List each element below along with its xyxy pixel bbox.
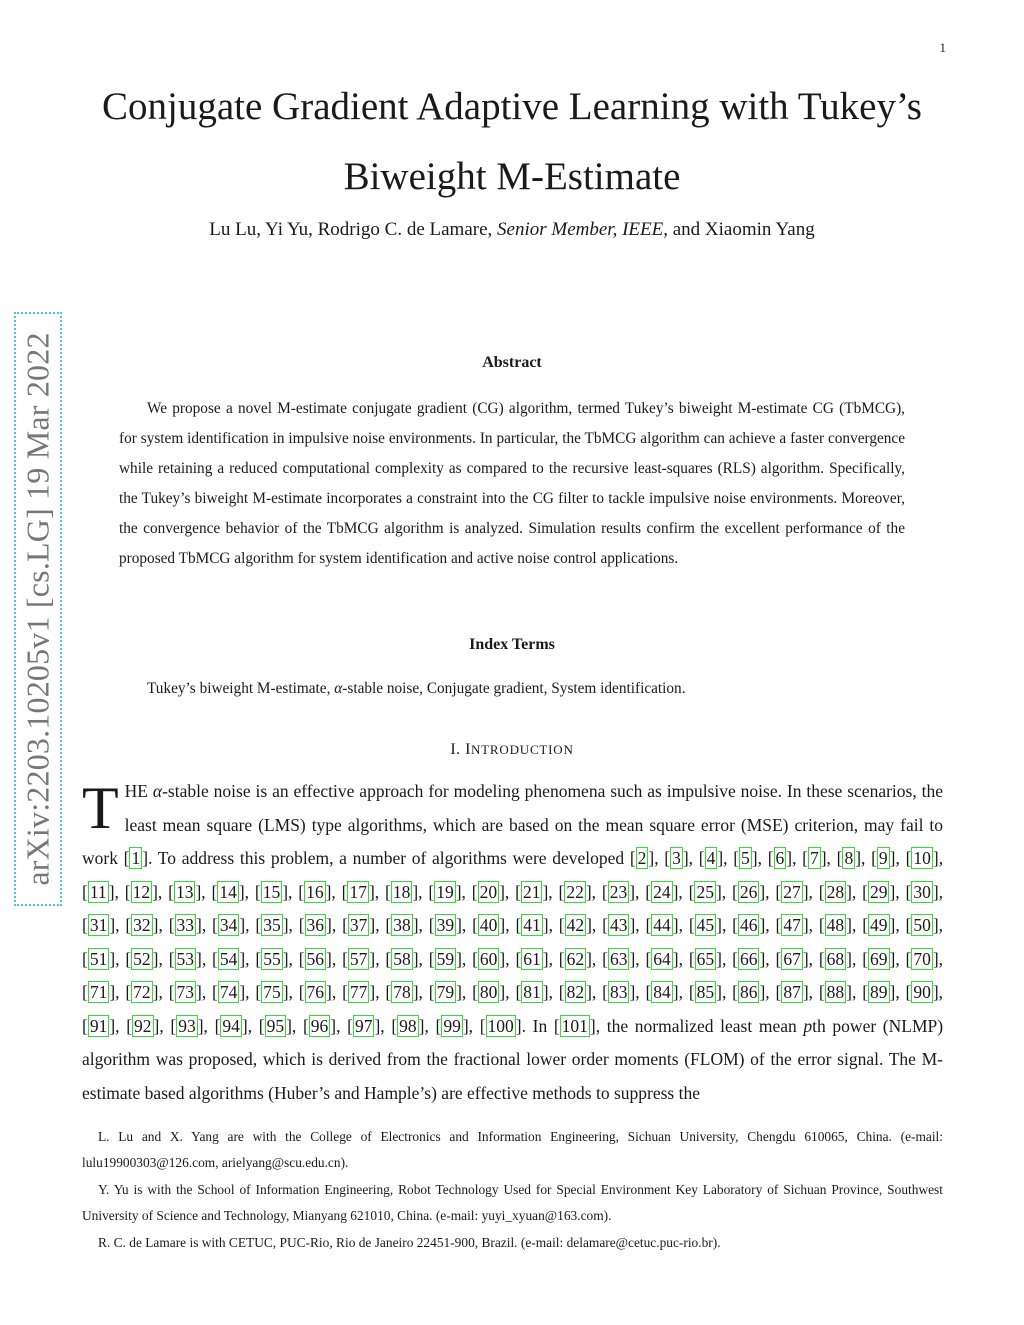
citation-link[interactable]: 61 — [523, 948, 541, 969]
citation-link[interactable]: 65 — [696, 948, 715, 969]
citation-link[interactable]: 9 — [878, 848, 888, 868]
citation-link[interactable]: 87 — [783, 982, 801, 1002]
citation-link[interactable]: 91 — [89, 1015, 108, 1036]
citation-link[interactable]: 21 — [522, 881, 541, 902]
author-role: Senior Member, IEEE, — [497, 219, 668, 240]
citation-link[interactable]: 29 — [869, 881, 888, 902]
citation-link[interactable]: 66 — [739, 948, 758, 969]
citation-link[interactable]: 39 — [436, 915, 455, 935]
section-rest: NTRODUCTION — [470, 742, 574, 757]
alpha-symbol: α — [334, 680, 343, 697]
footnote-1: L. Lu and X. Yang are with the College of Electronics and Information Engineering, Sichuan University, Chengdu 610065, China. (e-mail: lulu19900303@126.com, arielyang@scu.edu.cn). — [82, 1129, 943, 1170]
author-last: and Xiaomin Yang — [672, 219, 815, 240]
citation-link[interactable]: 57 — [349, 948, 368, 969]
p-symbol: p — [803, 1015, 813, 1036]
intro-paragraph: THE α-stable noise is an effective approach for modeling phenomena such as impulsive noise. In these scenarios, the least mean square (LMS) type algorithms, which are based on the mean square error (MSE) criterion, may fail to work [ 1 ]. To address this problem, a number of algorithms were developed [ 2 ], [ 3 ], [ 4 ], [ 5 ], [ 6 ], [ 7 ], [ 8 ], [ 9 ], [ 10 ], [ 11 ], [ 12 ], [ 13 ], [ 14 ], [ 15 ], [ 16 ], [ 17 ], [ 18 ], [ 19 ], [ 20 ], [ 21 ], [ 22 ], [ 23 ], [ 24 ], [ 25 ], [ 26 ], [ 27 ], [ 28 ], [ 29 ], [ 30 ], [ 31 ], [ 32 ], [ 33 ], [ 34 ], [ 35 ], [ 36 ], [ 37 ], [ 38 ], [ 39 ], [ 40 ], [ 41 ], [ 42 ], [ 43 ], [ 44 ], [ 45 ], [ 46 ], [ 47 ], [ 48 ], [ 49 ], [ 50 ], [ 51 ], [ 52 ], [ 53 ], [ 54 ], [ 55 ], [ 56 ], [ 57 ], [ 58 ], [ 59 ], [ 60 ], [ 61 ], [ 62 ], [ 63 ], [ 64 ], [ 65 ], [ 66 ], [ 67 ], [ 68 ], [ 69 ], [ 70 ], [ 71 ], [ 72 ], [ 73 ], [ 74 ], [ 75 ], [ 76 ], [ 77 ], [ 78 ], [ 79 ], [ 80 ], [ 81 ], [ 82 ], [ 83 ], [ 84 ], [ 85 ], [ 86 ], [ 87 ], [ 88 ], [ 89 ], [ 90 ], [ 91 ], [ 92 ], [ 93 ], [ 94 ], [ 95 ], [ 96 ], [ 97 ], [ 98 ], [ 99 ], [ 100 ]. In [ 101 ], the normalized least mean pth power (NLMP) algorithm was proposed, which is derived from the fractional lower order moments (FLOM) of the error signal. The M-estimate based algorithms (Huber’s and Hample’s) are effective methods to suppress the — [82, 775, 944, 1103]
abstract-heading: Abstract — [482, 354, 542, 371]
citation-link[interactable]: 55 — [263, 948, 281, 969]
citation-link[interactable]: 70 — [913, 948, 931, 969]
citation-link[interactable]: 25 — [696, 881, 714, 902]
intro-part-4b: th power (NLMP) algorithm was proposed, which is derived from the fractional lower order moments (FLOM) of the error signal. The M-estimate based algorithms (Huber’s and Hample’s) are effective methods to suppress the — [82, 1015, 944, 1103]
citation-link[interactable]: 6 — [775, 848, 785, 868]
citation-link[interactable]: 27 — [783, 881, 801, 902]
citation-link[interactable]: 41 — [523, 915, 541, 935]
citation-link[interactable]: 75 — [263, 982, 281, 1002]
index-terms-before: Tukey’s biweight M-estimate, — [147, 680, 335, 697]
drop-cap: T — [82, 775, 119, 841]
citation-link[interactable]: 10 — [913, 848, 931, 868]
citation-link[interactable]: 92 — [134, 1015, 152, 1036]
citation-link[interactable]: 56 — [306, 948, 325, 969]
citation-link[interactable]: 20 — [479, 881, 498, 902]
citation-link[interactable]: 50 — [913, 915, 931, 935]
citation-link[interactable]: 101 — [561, 1015, 588, 1036]
citation-link[interactable]: 37 — [349, 915, 368, 935]
citation-link[interactable]: 72 — [133, 982, 151, 1002]
citation-link[interactable]: 35 — [263, 915, 281, 935]
citation-link[interactable]: 22 — [566, 881, 584, 902]
citation-link[interactable]: 42 — [566, 915, 585, 935]
citation-link[interactable]: 30 — [913, 881, 931, 902]
citation-link[interactable]: 12 — [132, 881, 151, 902]
abstract-text: We propose a novel M-estimate conjugate gradient (CG) algorithm, termed Tukey’s biweight M-estimate CG (TbMCG), for system identification in impulsive noise environments. In particular, the TbMCG algorithm can achieve a faster convergence while retaining a reduced computational complexity as compared to the recursive least-squares (RLS) algorithm. Specifically, the Tukey’s biweight M-estimate incorporates a constraint into the CG filter to tackle impulsive noise environments. Moreover, the convergence behavior of the TbMCG algorithm is analyzed. Simulation results confirm the excellent performance of the proposed TbMCG algorithm for system identification and active noise control applications. — [119, 400, 905, 567]
citation-link[interactable]: 52 — [133, 948, 151, 969]
citation-link[interactable]: 38 — [393, 915, 411, 935]
section-number: I. — [450, 741, 461, 758]
intro-part-3: . To address this problem, a number of algorithms were developed — [148, 848, 630, 868]
citation-link[interactable]: 60 — [479, 948, 498, 969]
citation-link[interactable]: 51 — [89, 948, 108, 969]
citation-link[interactable]: 15 — [262, 881, 281, 902]
citation-link[interactable]: 80 — [479, 982, 498, 1002]
citation-link[interactable]: 53 — [176, 948, 195, 969]
author-names: Lu Lu, Yi Yu, Rodrigo C. de Lamare, — [209, 219, 493, 240]
citation-link[interactable]: 62 — [566, 948, 585, 969]
intro-part-4a: , the normalized least mean — [595, 1015, 804, 1036]
citation-link[interactable]: 32 — [133, 915, 151, 935]
index-terms-after: -stable noise, Conjugate gradient, System identification. — [342, 680, 686, 697]
citation-link[interactable]: 24 — [653, 881, 671, 902]
citation-link[interactable]: 100 — [487, 1015, 514, 1036]
citation-link[interactable]: 68 — [826, 948, 845, 969]
citation-link[interactable]: 34 — [219, 915, 238, 935]
citation-link[interactable]: 44 — [653, 915, 671, 935]
citation-link[interactable]: 18 — [392, 881, 411, 902]
citation-link[interactable]: 40 — [479, 915, 498, 935]
arxiv-sidebar[interactable] — [14, 312, 62, 906]
section-heading — [0, 741, 1024, 759]
citation-link[interactable]: 36 — [306, 915, 325, 935]
citation-link[interactable]: 7 — [809, 848, 819, 868]
citation-link[interactable]: 28 — [826, 881, 845, 902]
citation-list: [ 2 ], [ 3 ], [ 4 ], [ 5 ], [ 6 ], [ 7 ], [ 8 ], [ 9 ], [ 10 ], [ 11 ], [ 12 ], [ 13 ], [ 14 ], [ 15 ], [ 16 ], [ 17 ], [ 18 ], [ 19 ], [ 20 ], [ 21 ], [ 22 ], [ 23 ], [ 24 ], [ 25 ], [ 26 ], [ 27 ], [ 28 ], [ 29 ], [ 30 ], [ 31 ], [ 32 ], [ 33 ], [ 34 ], [ 35 ], [ 36 ], [ 37 ], [ 38 ], [ 39 ], [ 40 ], [ 41 ], [ 42 ], [ 43 ], [ 44 ], [ 45 ], [ 46 ], [ 47 ], [ 48 ], [ 49 ], [ 50 ], [ 51 ], [ 52 ], [ 53 ], [ 54 ], [ 55 ], [ 56 ], [ 57 ], [ 58 ], [ 59 ], [ 60 ], [ 61 ], [ 62 ], [ 63 ], [ 64 ], [ 65 ], [ 66 ], [ 67 ], [ 68 ], [ 69 ], [ 70 ], [ 71 ], [ 72 ], [ 73 ], [ 74 ], [ 75 ], [ 76 ], [ 77 ], [ 78 ], [ 79 ], [ 80 ], [ 81 ], [ 82 ], [ 83 ], [ 84 ], [ 85 ], [ 86 ], [ 87 ], [ 88 ], [ 89 ], [ 90 ], [ 91 ], [ 92 ], [ 93 ], [ 94 ], [ 95 ], [ 96 ], [ 97 ], [ 98 ], [ 99 ], [ 100 ] — [82, 848, 944, 1036]
citation-link[interactable]: 98 — [399, 1015, 417, 1036]
citation-link[interactable]: 19 — [436, 881, 454, 902]
index-terms-heading: Index Terms — [469, 636, 555, 653]
citation-link[interactable]: 45 — [696, 915, 715, 935]
citation-link[interactable]: 2 — [637, 848, 647, 868]
citation-link[interactable]: 82 — [566, 982, 585, 1002]
author-line — [0, 219, 1024, 241]
citation-link[interactable]: 54 — [219, 948, 238, 969]
citation-link[interactable]: 26 — [739, 881, 758, 902]
citation-link[interactable]: 69 — [870, 948, 888, 969]
citation-link[interactable]: 99 — [443, 1015, 461, 1036]
citation-link[interactable]: 89 — [870, 982, 888, 1002]
citation-link[interactable]: 94 — [222, 1015, 240, 1036]
footnote-2: Y. Yu is with the School of Information Engineering, Robot Technology Used for Special Environment Key Laboratory of Sichuan Province, Southwest University of Science and Technology, Mianyang 621010, China. (e-mail: yuyi_xyuan@163.com). — [82, 1182, 943, 1223]
citation-link[interactable]: 5 — [741, 848, 750, 868]
intro-part-1: HE — [124, 781, 153, 801]
citation-link[interactable]: 96 — [310, 1015, 329, 1036]
citation-link[interactable]: 58 — [393, 948, 411, 969]
citation-link[interactable]: 14 — [219, 881, 237, 902]
citation-link[interactable]: 63 — [609, 948, 628, 969]
citation-link[interactable]: 95 — [266, 1015, 285, 1036]
citation-link[interactable]: 74 — [219, 982, 238, 1002]
citation-link[interactable]: 46 — [739, 915, 758, 935]
citation-link[interactable]: 78 — [393, 982, 411, 1002]
citation-link[interactable]: 8 — [844, 848, 854, 868]
citation-link[interactable]: 11 — [89, 881, 107, 902]
citation-link[interactable]: 4 — [706, 848, 716, 868]
citation-link[interactable]: 81 — [523, 982, 541, 1002]
citation-link[interactable]: 79 — [436, 982, 455, 1002]
citation-link[interactable]: 86 — [739, 982, 758, 1002]
arxiv-identifier[interactable]: arXiv:2203.10205v1 [cs.LG] 19 Mar 2022 — [19, 332, 56, 886]
citation-link[interactable]: 76 — [306, 982, 325, 1002]
footnote-3: R. C. de Lamare is with CETUC, PUC-Rio, Rio de Janeiro 22451-900, Brazil. (e-mail: delamare@cetuc.puc-rio.br). — [98, 1235, 721, 1250]
citation-link[interactable]: 93 — [178, 1015, 196, 1036]
page-number: 1 — [939, 40, 946, 55]
citation-link[interactable]: 88 — [826, 982, 845, 1002]
section-first-letter: I — [465, 741, 471, 758]
citation-link[interactable]: 64 — [653, 948, 671, 969]
citation-link[interactable]: 3 — [672, 848, 681, 868]
citation-link[interactable]: 33 — [176, 915, 195, 935]
citation-link[interactable]: 17 — [349, 881, 367, 902]
index-terms-text — [147, 680, 686, 698]
citation-link[interactable]: 97 — [354, 1015, 373, 1036]
citation-link[interactable]: 43 — [609, 915, 628, 935]
intro-part-2: -stable noise is an effective approach for modeling phenomena such as impulsive noise. In these scenarios, the least mean square (LMS) type algorithms, which are based on the mean square error (MSE) criterion, may fail to work — [82, 781, 944, 868]
paper-title: Conjugate Gradient Adaptive Learning with Tukey’s Biweight M-Estimate — [102, 85, 922, 198]
citation-link[interactable]: 77 — [349, 982, 368, 1002]
citation-link[interactable]: 48 — [826, 915, 845, 935]
citation-link[interactable]: 85 — [696, 982, 715, 1002]
alpha-symbol: α — [152, 781, 163, 801]
citation-link[interactable]: 49 — [870, 915, 888, 935]
citation-link[interactable]: 23 — [609, 881, 628, 902]
citation-link[interactable]: 73 — [176, 982, 195, 1002]
citation-link[interactable]: 71 — [89, 982, 108, 1002]
citation-link[interactable]: 1 — [131, 848, 141, 868]
citation-link[interactable]: 13 — [175, 881, 194, 902]
citation-link[interactable]: 16 — [306, 881, 324, 902]
citation-link[interactable]: 83 — [609, 982, 628, 1002]
citation-link[interactable]: 59 — [436, 948, 455, 969]
citation-link[interactable]: 90 — [913, 982, 931, 1002]
citation-link[interactable]: 67 — [783, 948, 801, 969]
citation-link[interactable]: 31 — [89, 915, 108, 935]
citation-link[interactable]: 47 — [783, 915, 801, 935]
citation-link[interactable]: 84 — [653, 982, 671, 1002]
